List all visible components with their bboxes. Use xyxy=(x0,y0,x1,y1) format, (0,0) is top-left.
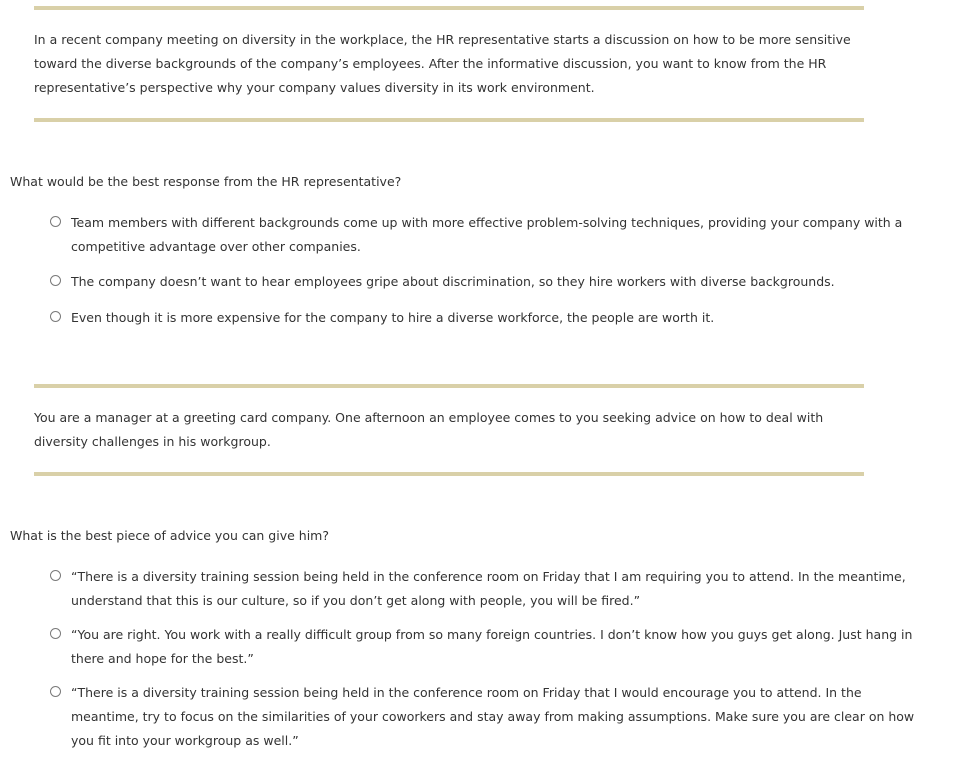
answer-option-label: “There is a diversity training session being held in the conference room on Friday that I would encourage you to attend. In the meantime, try to focus on the similarities of your coworkers and stay away from making assumptions. Make sure you are clear on how you fit into your workgroup as well.” xyxy=(71,685,915,748)
answer-option[interactable] xyxy=(50,623,920,671)
radio-button[interactable] xyxy=(50,628,61,639)
scenario-bottom-rule xyxy=(34,118,864,122)
scenario-text: In a recent company meeting on diversity in the workplace, the HR representative starts a discussion on how to be more sensitive toward the diverse backgrounds of the company’s employees. After the informative discussion, you want to know from the HR representative’s perspective why your company values diversity in its work environment. xyxy=(34,32,851,95)
radio-button[interactable] xyxy=(50,216,61,227)
scenario-text: You are a manager at a greeting card company. One afternoon an employee comes to you seeking advice on how to deal with diversity challenges in his workgroup. xyxy=(34,410,824,449)
scenario-top-rule xyxy=(34,6,864,10)
radio-button[interactable] xyxy=(50,686,61,697)
radio-button[interactable] xyxy=(50,275,61,286)
answer-option-label: Team members with different backgrounds come up with more effective problem-solving techniques, providing your company with a competitive advantage over other companies. xyxy=(71,215,903,254)
answer-option-label: The company doesn’t want to hear employees gripe about discrimination, so they hire workers with diverse backgrounds. xyxy=(71,274,835,289)
radio-button[interactable] xyxy=(50,311,61,322)
radio-button[interactable] xyxy=(50,570,61,581)
answer-option[interactable] xyxy=(50,306,920,330)
answer-option-label: “You are right. You work with a really difficult group from so many foreign countries. I don’t know how you guys get along. Just hang in there and hope for the best.” xyxy=(71,627,913,666)
answer-option-label: “There is a diversity training session being held in the conference room on Friday that I am requiring you to attend. In the meantime, understand that this is our culture, so if you don’t get along with people, you will be fired.” xyxy=(71,569,906,608)
scenario-top-rule xyxy=(34,384,864,388)
answer-option[interactable] xyxy=(50,681,920,753)
question-prompt: What would be the best response from the HR representative? xyxy=(10,174,402,189)
answer-option[interactable] xyxy=(50,270,920,294)
question-prompt: What is the best piece of advice you can give him? xyxy=(10,528,329,543)
scenario-bottom-rule xyxy=(34,472,864,476)
answer-option[interactable] xyxy=(50,565,920,613)
answer-option-label: Even though it is more expensive for the company to hire a diverse workforce, the people are worth it. xyxy=(71,310,715,325)
answer-option[interactable] xyxy=(50,211,920,259)
